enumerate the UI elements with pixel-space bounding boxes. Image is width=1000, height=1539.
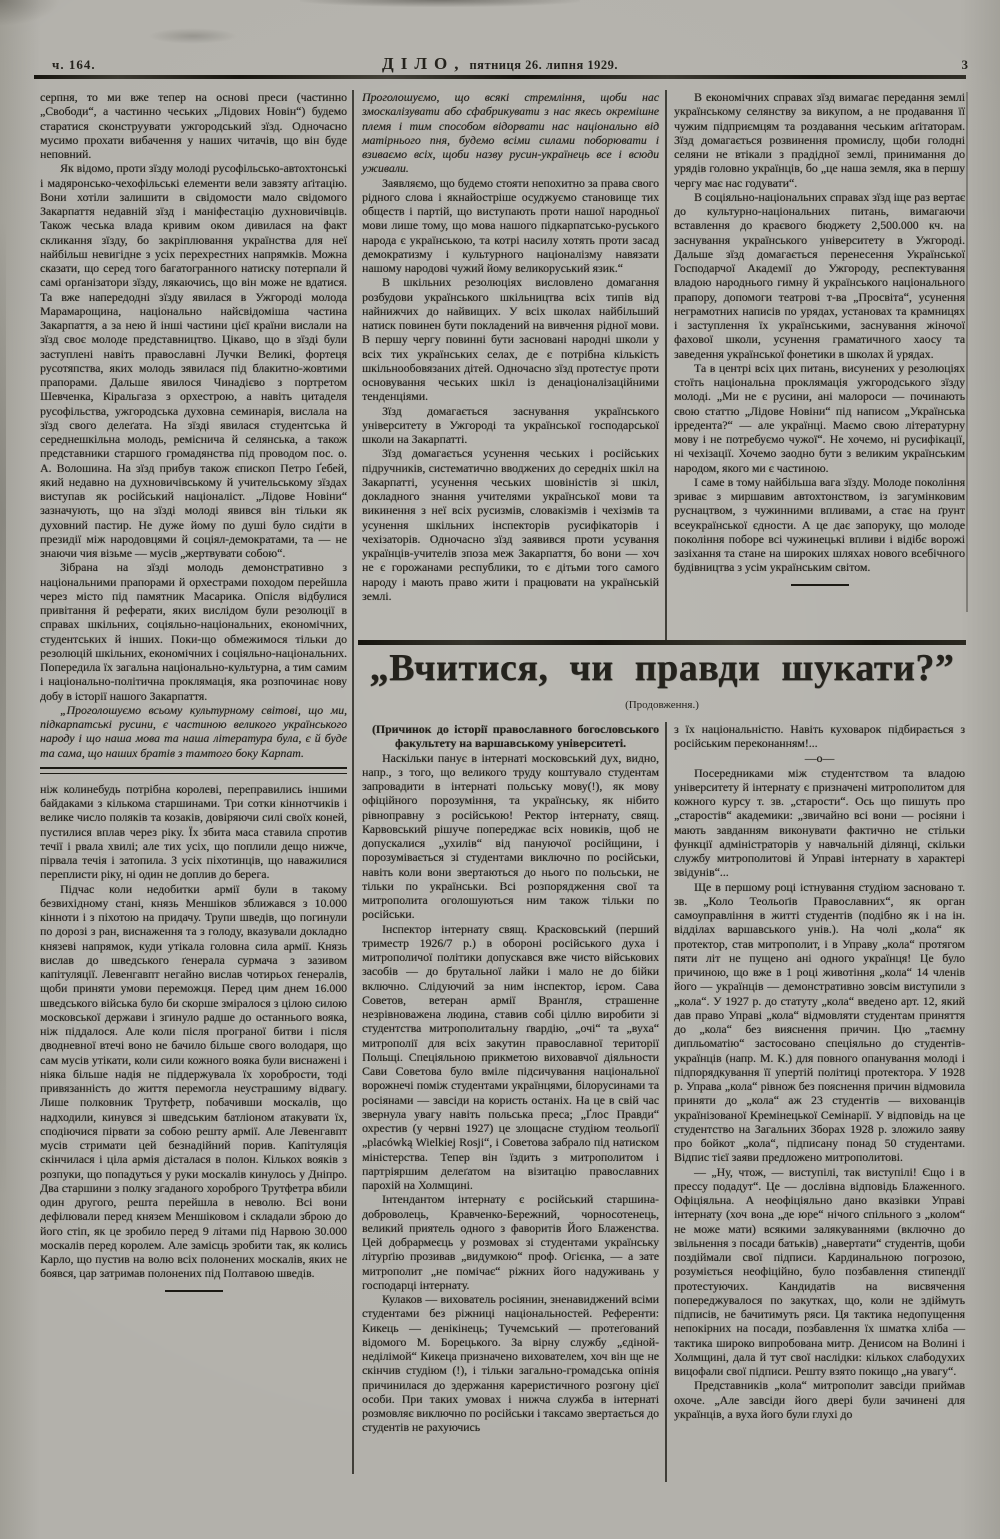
article-end-mark <box>791 584 849 587</box>
scan-artifact <box>0 220 6 1200</box>
paragraph: Заявляємо, що будемо стояти непохитно за права свого рідного слова і якнайостріше осуджуємо становище тих обществ і партій, що виступають проти нашої народньої мови лише тому, що мова нашого підкарпатсько-руського народа є українською, та котрі насилу хотять проти засад демократизму і культурного націоналізму навязати нашому народові чужий йому великоруський язик.“ <box>362 175 659 275</box>
paragraph: Наскільки панує в інтернаті московський дух, видно, напр., з того, що великого труду коштувало студентам запровадити в інтернаті польську мову(!), як мову офіційного порозуміння, та українську, як нібито рівноправну з російською! Ректор інтернату, свящ. Карвовський рішуче попереджає всіх новиків, щоб не допускалися „ухилів“ від пануючої російщини, і порозумівається зі студентами виключно по російськи, навіть коли вони звертаються до нього по польськи, не тільки по українськи. Всі розпорядження свої та митрополита оголошуються ним також тільки по російськи. <box>362 750 659 922</box>
masthead-date: пятниця 26. липня 1929. <box>469 58 618 72</box>
column-right-top <box>674 90 965 586</box>
paragraph: В шкільних резолюціях висловлено домагання розбудови українського шкільництва всіх типів від найнижчих до найвищих. У всіх школах найбільший натиск повинен бути покладений на вивчення рідної мови. В першу чергу повинні бути засновані народні школи у всіх тих українських селах, де є потрібна кількість шкільнообовязаних дітей. Одночасно зїзд протестує проти основування чеських шкіл із денаціоналізаційними тенденціями. <box>362 275 659 404</box>
article-subtitle: (Продовження.) <box>625 699 699 711</box>
page-number: 3 <box>961 57 968 72</box>
paragraph: Представників „кола“ митрополит завсіди приймав охоче. „Але завсіди його двері були зачинені для українців, а вуха його були глухі до <box>674 1378 965 1421</box>
column-rule <box>665 90 667 640</box>
scan-artifact <box>0 0 60 26</box>
issue-number: ч. 164. <box>52 57 96 72</box>
article-headline: „Вчитися, чи правди шукати?” <box>369 647 955 689</box>
paragraph: Зїзд домагається усунення чеських і російських підручників, систематично вводжених до середніх шкіл на Закарпатті, усунення чеських шовіністів зі шкіл, докладного знання учителями української мови та викинення з неї всіх русизмів, словакізмів і чехізмів та усунення шкільних інспекторів русифікаторів і чехізаторів. Одночасно зїзд заявився проти усування українців-учителів зпоза меж Закарпаття, бо вони — хоч не є горожанами республики, то є дітьми того самого народу і мають право жити і працювати на українській землі. <box>362 446 659 603</box>
paragraph: Зїзд домагається заснування українського університету в Ужгороді та української господарської школи на Закарпатті. <box>362 403 659 446</box>
scan-artifact <box>148 28 238 44</box>
paragraph: Інтендантом інтернату є російський старшина-доброволець, Кравченко-Бережний, чорносотенець, великий приятель одного з фаворитів Його Блаженства. Цей добрармеєць у розмовах зі студентами українську літурґію прозивав „видумкою“ проф. Огієнка, — а зате митрополит „не помічає“ ріжних його надуживань у господарці інтернату. <box>362 1192 659 1292</box>
history-article <box>40 782 347 1281</box>
paragraph: Зібрана на зїзді молодь демонстративно з національними прапорами й орхестрами походом перейшла через місто під памятник Масарика. Опісля відбулися привітання й реферати, яких вислідом були резолюції в справах шкільних, соціяльно-національних, економічних, студентських й інших. Поки-що обмежимося тільки до резолюцій шкільних, економічних і соціяльно-національних. Попередила їх загальна національно-культурна, а тим самим і національно-політична проклямація, яка розпочинає нову добу в історії нашого Закарпаття. <box>40 560 347 703</box>
proclamation-quote: Проголошуємо, що всякі стремління, щоби нас змоскалізувати або сфабрикувати з нас якесь окремішне племя і тим способом відорвати нас національно від матірнього пня, будемо всіми силами поборювати і взиваємо всіх, щоби назву русин-українець все і всюди уживали. <box>362 90 659 176</box>
paragraph: В економічних справах зїзд вимагає передання землі українському селянству за викупом, а не продавання її чужим підприємцям та роздавання чеським аґітаторам. Зїзд домагається розвинення промислу, щоби голодні селяни не втікали з прадідної землі, принимання до урядів головно українців, бо „це наша земля, яка в першу чергу має нас годувати“. <box>674 90 965 190</box>
article-divider <box>40 767 347 774</box>
feature-right-column <box>674 722 965 1421</box>
paragraph: Кулаков — вихователь росіянин, зненавиджений всіми студентами без ріжниці національностей. Референти: Кикець — денікінець; Тучемський — протеґований відомого М. Борецького. За вірну службу „єдіной-неділімой“ Кикеца призначено вихователем, хоч він ще не скінчив студіюм (!), і тільки загально-громадська опінія причинилася до здержання кареристичного розгону цієї особи. При таких умовах і нижча служба в інтернаті розмовляє виключно по російськи і таксамо звертається до студентів не рахуючись <box>362 1292 659 1435</box>
column-middle-top <box>362 90 659 603</box>
paragraph: І саме в тому найбільша вага зїзду. Молоде покоління зриває з миршавим автохтонством, із загумінковим руснацтвом, з чужинними впливами, а стає на ґрунт всеукраїнської єдности. А це дає запоруку, що молоде покоління поборе всі чужинецькі впливи і відібє ворожі зазіхання та стане на широких шляхах нового всебічного будівництва з усім українським світом. <box>674 474 965 575</box>
paragraph: Ще в першому році істнування студіюм засновано т. зв. „Коло Теольоґів Православних“, як орган самоуправління в житті студентів (подібно як і на ін. відділах варшавського унів.). На чолі „кола“ як протектор, став митрополит, і в Управу „кола“ протягом пяти літ не пущено ані одного українця! Це було причиною, що вже в 1 році животіння „кола“ 14 членів його — українців — демонстративно зовсім виступили з „кола“. У 1927 р. до статуту „кола“ введено арт. 12, який дав право Управі „кола“ відмовляти студентам приняття до „кола“ без вияснення причин. Цю „таємну дипльоматію“ застосовано спеціяльно до студентів-українців (напр. М. К.) для повного опанування молоді і підпорядкування її упертій політиці протектора. У 1928 р. Управа „кола“ рівнож без пояснення причин відмовила приняти до „кола“ аж 23 студентів — вихованців українізованої Кремінецької Семінарії. У відповідь на це студентство на Загальних Зборах 1928 р. зложило заяву про бойкот „кола“, підписану понад 50 студентами. Відпис тієї заяви предложено митрополитові. <box>674 879 965 1165</box>
section-rule <box>358 640 966 645</box>
proclamation-quote: „Проголошуємо всьому культурному світові, що ми, підкарпатські русини, є частиною великого українського народу і що наша мова та наша література була, є й буде та сама, що наших братів з тамтого боку Карпат. <box>40 702 347 760</box>
paragraph: Інспектор інтернату свящ. Красковський (перший триместр 1926/7 р.) в обороні російського духа і митрополичої політики допускався вже чисто військових засобів — до брутальної лайки і мало не до бійки включно. Слідуючий за ним інспектор, ієром. Сава Советов, ветеран армії Вранґля, страшенне незрівноважена людина, ставив собі ціллю виробити зі студентства митрополитальну ґвардію, „очі“ та „вуха“ митрополії для всіх закутин православної території Польщі. Спеціяльною прикметою виховавчої діяльности Сави Советова було вміле підсичування національної ворожнечі поміж студентами українцями, білорусинами та росіянами — завсіди на користь останіх. На це в свій час звернула увагу навіть польська преса; „Ґлос Правди“ охрестив (у червні 1927) це злощасне студіюм теольоґії „placówką Wielkiej Rosji“, і Советова забрало під натиском міністерства. Тепер він їздить з митрополитом і партріяршим делеґатом на візитацію православних парохій на Холмщині. <box>362 921 659 1192</box>
paragraph: ніж колинебудь потрібна королеві, переправились іншими байдаками з кількома старшинами. Три сотки кіннотчиків і велике число поляків та козаків, довіряючи силі своїх коней, пустилися вплав через ріку. Їх збита маса ставила спротив течії і рвала хвилі; але тих усіх, що поплили дещо нижче, пірвала течія і затопила. З усіх піхотинців, що наважилися переплисти ріку, ні один не доплив до берега. <box>40 781 347 882</box>
paragraph: Та в центрі всіх цих питань, висунених у резолюціях стоїть національна проклямація ужгородського зїзду молоді. „Ми не є русини, ані малороси — починають свою статтю „Лідове Новіни“ під написом „Українська ірредента?“ — але українці. Маємо свою літературну мову і не потребуємо чужої“. Не хочемо, ні русифікації, ні чехізації. Хочемо заодно бути з великим українським народом, якого ми є частиною. <box>674 360 965 475</box>
section-separator: —о— <box>804 750 835 765</box>
paragraph: Як відомо, проти зїзду молоді русофільсько-автохтонські і мадяронсько-чехофільські елементи вели завзяту аґітацію. Вони хотіли залишити в свідомости мало свідомого Закарпаття недавній зїзд і маніфестацію духновичівців. Також чеська влада кривим оком дивилася на факт скликання зїзду, бо закріплювання українства для неї найбільш невигідне з усіх перехрестних напрямків. Можна сказати, що серед того багатогранного натиску потерпали й самі орґанізатори зїзду, лякаючись, що він може не вдатися. Та вже напередодні зїзду явилася в Ужгороді молода Марамарощина, національно найсвідоміша частина Закарпаття, а за нею й інші частини цієї країни вислали на зїзд своє молоде представництво. Цікаво, що в зїзді були заступлені навіть православні Лучки Великі, фортеця русотяпства, яких молодь зявилася під блакитно-жовтими прапорами. Дальше явилося Чинадієво з портретом Шевченка, Кіральгаза з орхестрою, а навіть цитаделя русофільства, ужгородська духовна семинарія, вислала на зїзд свого делеґата. На зїзді явилася студентська й середнешкільна молодь, реміснича й селянська, а також представники старшого громадянства під проводом пос. о. А. Волошина. На зїзд прибув також єпископ Петро Ґебей, який недавно на духновичівському й учительському зїздах виступав як російський націоналіст. „Лідове Новіни“ зазначують, що на зїзді молоді явився він тільки як духовний пастир. Не дуже йому по душі було сидіти в президії між народовцями й соціял-демократами, та — не знаючи чия візьме — мусів „жертвувати собою“. <box>40 161 347 560</box>
feature-left-column <box>362 722 659 1435</box>
masthead <box>0 54 1000 74</box>
header-rule <box>34 75 966 79</box>
paragraph: з їх національністю. Навіть куховарок підбирається з російським переконанням!... <box>674 722 965 751</box>
paragraph: Посередниками між студентством та владою університету й інтернату є призначені митрополитом для кожного курсу т. зв. „старости“. Ось що пишуть про „старостів“ академики: „звичайно всі вони — росіяни і мають завданням виконувати фактично не стільки функції адміністраторів у навчальній ділянці, скільки службу митрополитові й Управі інтернату в характері звідунів“... <box>674 765 965 880</box>
column-left <box>40 90 347 1292</box>
paragraph: серпня, то ми вже тепер на основі преси (частинно „Свободи“, а частинно чеських „Лідових Новін“) будемо старатися сконструувати ужгородський зїзд. Одночасно мусимо прохати вибачення у наших читачів, що він буде неповний. <box>40 90 347 161</box>
congress-article <box>40 90 347 760</box>
article-end-mark <box>165 1290 223 1293</box>
masthead-title: ДІЛО, <box>382 54 466 73</box>
column-rule <box>665 722 667 1482</box>
paragraph: Підчас коли недобитки армії були в такому безвихідному стані, князь Меншіков зближався з 10.000 кінноти і з піхотою на придачу. Трупи шведів, що погинули по дорозі з ран, виснаження та з голоду, вказували докладно князеві напрямок, куди утікала головна сила армії. Князь вислав до шведського ґенерала сурмача з зазивом капітуляції. Левенгавпт негайно вислав чотирьох ґенералів, щоби приняти умови переможця. Перед цим днем 16.000 шведського війська було би скорше зміралося з цілою силою московської держави і згинуло радше до останнього вояка, ніж піддалося. Але коли після програної битви і після дводневної втечі воно не бачило більше свого володаря, що сам мусів утікати, коли сили кожного вояка були виснажені і ніяка більше надія не піддержувала їх хоробрости, тоді привязанність до життя перемогла неустрашиму відвагу. Лише полковник Трутфетр, побачивши москалів, що надходили, кинувся зі шведським батліоном атакувати їх, сподіючися пірвати за собою решту армії. Але Левенгавпт мусів стримати цей безнадійний порив. Капітуляція скінчилася і ціла армія дісталася в полон. Кількох вояків з розпуки, що попадуться у руки москалів кинулось у Дніпро. Два старшини з полку згаданого хороброго Трутфетра вбили один другого, решта перейшла в неволю. Всі вони дефілювали перед князем Меншіковом і складали зброю до його стіп, як це зробило перед 9 літами під Нарвою 30.000 москалів перед королем. Але замісць зробити так, як колись Карло, що пустив на волю всіх полонених москалів, яких не боявся, цар затримав полонених під Полтавою шведів. <box>40 881 347 1281</box>
article-lead: (Причинок до історії православного богословського факультету на варшавському університеті. <box>372 722 659 751</box>
column-rule <box>352 90 354 1474</box>
paragraph: В соціяльно-національних справах зїзд іще раз вертає до культурно-національних питань, вимагаючи вставлення до краєвого бюджету 2,500.000 кч. на заснування українського університету в Ужгороді. Дальше зїзд домагається перенесення Української Господарчої Академії до Ужгороду, респектування владою народнього гимну й українського національного прапору, допомоги театрові т-ва „Просвіта“, усунення неграмотних написів по урядах, установах та крамницях і заступлення їх українськими, заснування жіночої фахової школи, усунення граматичного хаосу та заведення української фонетики в школах й урядах. <box>674 189 965 361</box>
scan-artifact <box>300 0 580 7</box>
paragraph: — „Ну, чтож, — виступілі, так виступілі! Єщо і в прессу подадут“. Це — дослівна відповідь Блаженного. Офіціяльна. А неофіціяльно дано вказівки Управі інтернату (хоч вона „де юре“ нічого спільного з „колом“ не може мати) всякими залякуваннями (включно до звільнення з посади батьків) „навертати“ студентів, щоби поздіймали свої підписи. Кардинальною погрозою, розуміється неофіційно, було позбавлення стипендії протестуючих. Кандидатів на висвячення попереджувалося по закутках, що, коли не здіймуть підписів, не бачитимуть ряси. Ця тактика недопущення непокірних на посади, позбавлення їх шматка хліба — тактика широко випробована митр. Денисом на Волині і Холмщині, дала й тут свої наслідки: кількох слабодухих вицофали свої підписи. Решту взято покищо „на увагу“. <box>674 1164 965 1378</box>
column-rule <box>966 92 968 612</box>
